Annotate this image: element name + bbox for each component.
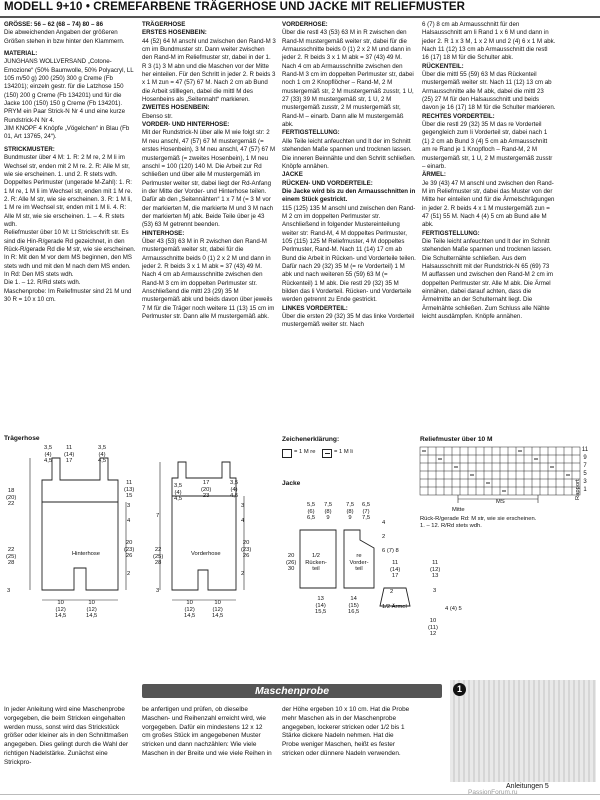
vorderhose-text: Über die restl 43 (53) 63 M in R zwischen den Rand-M mustergemäß weiter str, dabei für die Armausschnitte beids 0 (1) 2 x 2 M und dann in jeder 2. R beids 3 x 1 M abk = 37 (43) 49 M. Nach 4 cm ab Armausschnitte zwischen den Rand-M 3 cm im doppelten Perlmuster str, dabei noch 1 cm 2 Knopflöcher – Rand-M, 2 M mustergemäß str, 2 M mustergemäß zusstr, 1 U, 27 (33) 39 M mustergemäß str, 1 U, 2 M mustergemäß zusstr, 2 M mustergemäß str, Rand-M – einarb. Dann alle M mustergemäß abk. [282,29,414,129]
one-piece-note: Die Jacke wird bis zu den Armausschnitten in einem Stück gestrickt. [282,187,416,204]
vorderhose-label: Vorderhose [191,551,221,557]
relief-chart [418,445,596,515]
maschenprobe-text-3: der Höhe ergeben 10 x 10 cm. Hat die Probe mehr Maschen als in der Maschenprobe angegeben, lockerer stricken oder 1/2 bis 1 Stärke dickere Nadeln nehmen. Hat die Probe weniger Maschen, heißt es fester stricken oder dünnere Nadeln verwenden. [282,706,410,757]
swatch-badge: 1 [453,683,466,696]
maschenprobe-text-2: be anfertigen und prüfen, ob dieselbe Maschen- und Reihenzahl erreicht wird, wie vorgegeben. Dafür ein mindestens 12 x 12 cm großes Stück im angegebenen Muster stricken und dann nachzählen: Wie viele Maschen in der Breite und wie viele Reihen in [142,706,272,757]
maschenprobe-title: Maschenprobe [254,685,330,697]
vorderhose-heading: VORDERHOSE: [282,21,328,28]
needles-text: PRYM ein Paar Strick-N Nr 4 und eine kurze Rundstrick-N Nr 4. [4,108,126,124]
hinterhose-label: Hinterhose [72,551,101,557]
vorder-hinterhose-heading: VORDER- UND HINTERHOSE: [142,121,230,129]
column-3 [282,21,416,330]
linkes-vorderteil-heading: LINKES VORDERTEIL: [282,304,348,312]
rechtes-vorderteil-heading: RECHTES VORDERTEIL: [422,112,495,120]
rueckenteil-label: 1/2 Rücken-teil [305,553,327,573]
relief-note-1: Rück-R/gerade Rd: M str, wie sie erscheinen. [420,516,537,522]
rueckenteil-text: Über die mittl 55 (59) 63 M das Rückenteil mustergemäß weiter str. Nach 11 (12) 13 cm ab Armausschnitte alle M abk, dabei die mittl 23 (25) 27 M für den Halsausschnitt und beids davon je 16 (17) 18 M für die Schulter markieren. [422,71,556,112]
traegerhose-schematic [0,440,276,680]
legend-purl-label: = 1 M li [334,449,353,455]
aermel-text: Je 39 (43) 47 M anschl und zwischen den Rand-M im Reliefmuster str, dabei das Muster von der Mitte her einteilen und für die Ärmelschrägungen in jeder 2. R beids 4 x 1 M mustergemäß zun = 47 (51) 55 M. Nach 4 (4) 5 cm ab Bund alle M abk. [422,179,555,229]
rechtes-vorderteil-text: Über die restl 29 (32) 35 M das re Vorderteil gegengleich zum li Vorderteil str, dabei nach 1 (1) 2 cm ab Bund 3 (4) 5 cm ab Armausschnitt am re Rand je 1 Knopfloch – Rand-M, 2 M mustergemäß str, 1 U, 2 M mustergemäß zusstr – einarb. [422,121,553,170]
watermark: PassionForum.ru [468,789,518,796]
perl-text: Doppeltes Perlmuster (ungerade M-Zahl): 1. R: 1 M re, 1 M li im Wechsel str, enden mit 1 M re. 2. R: Alle M str, wie sie erscheinen. 3. R: 1 M li, 1 M re im Wechsel str, enden mit 1 M li. 4. R: Alle M str, wie sie erscheinen. 1. – 4. R stets wdh. [4,179,133,228]
relief-note-2: 1. – 12. R/Rd stets wdh. [420,523,482,529]
fertigstellung-text: Alle Teile leicht anfeuchten und lt der im Schnitt stehenden Maße spannen und trocknen lassen. Die inneren Beinnähte und den Schritt schließen. Knöpfe annähen. [282,137,416,170]
buttons-text: JIM KNOPF 4 Knöpfe „Vögelchen“ in Blau (Fb 01, Art 13765, 24“). [4,125,130,141]
column-4 [422,21,556,321]
erstes-hosenbein-heading: ERSTES HOSENBEIN: [142,29,207,37]
row-number-column: 11 9 7 5 3 1 [581,447,589,493]
mitte-label: Mitte [452,507,465,513]
hinterhose-heading: HINTERHOSE: [142,229,185,237]
column-2 [142,21,276,321]
column-1 [4,21,137,304]
aermel-heading: ÄRMEL: [422,171,446,179]
page-title: MODELL 9+10 • CREMEFARBENE TRÄGERHOSE UND JACKE MIT RELIEFMUSTER [4,1,465,13]
vorderteil-label: re Vorder-teil [349,553,369,573]
page-footer: Anleitungen 5 [506,783,549,790]
zweites-hosenbein-text: Ebenso str. [142,112,173,120]
erstes-hosenbein-text: 44 (52) 64 M anschl und zwischen den Rand-M 3 cm im Bundmuster str. Dann weiter zwischen den Rand-M im Reliefmuster str, dabei in der 1. R 3 (1) 3 M abn und die Maschen vor der Mitte her einteilen. Für den Schritt in jeder 2. R beids 3 x 1 M zun = 47 (57) 67 M. Nach 2 cm ab Bund die Arbeit stilllegen, dabei die mittl M des Hosenbeins als „Seitennaht“ markieren. [142,37,276,104]
fertigstellung-jacke-text: Die Teile leicht anfeuchten und lt der im Schnitt stehenden Maße spannen und trocknen lassen. Die Schulternähte schließen. Aus dem Halsausschnitt mit der Rundstrick-N 65 (69) 73 M auffassen und zwischen den Rand-M 2 cm im doppelten Perlmuster str. Alle M abk. Die Ärmel einnähen, dabei darauf achten, dass die Ärmelmitte an der Schulternaht liegt. Die Ärmelnähte schließen. Zum Schluss alle Nähte leicht ausdämpfen. Knöpfe annähen. [422,237,553,321]
rueckenteil-heading: RÜCKENTEIL: [422,62,464,70]
fertigstellung-jacke-heading: FERTIGSTELLUNG: [422,229,480,237]
linkes-vorderteil-cont-text: 6 (7) 8 cm ab Armausschnitt für den Halsausschnitt am li Rand 1 x 6 M und dann in jeder 2. R 1 x 3 M, 1 x 2 M und 2 (4) 6 x 1 M abk. Nach 11 (12) 13 cm ab Armausschnitt die restl 16 (17) 18 M für die Schulter abk. [422,21,556,62]
aermel-label: 1/2 Ärmel [382,604,407,610]
traegerhose-diagram-title: Trägerhose [4,435,40,442]
relief-chart-title: Reliefmuster über 10 M [420,436,493,443]
bund-text: Bundmuster über 4 M: 1. R: 2 M re, 2 M li im Wechsel str, enden mit 2 M re. 2. R: Alle M str, wie sie erscheinen. 1. und 2. R stets wdh. [4,154,130,178]
vorder-hinterhose-text: Mit der Rundstrick-N über alle M wie folgt str: 2 M neu anschl, 47 (57) 67 M mustergemäß (= erstes Hosenbein), 3 M neu anschl, 47 (57) 67 M mustergemäß (= zweites Hosenbein), 1 M neu anschl = 100 (120) 140 M. Die Arbeit zur Rd schließen und über alle M mustergemäß im Perlmuster weiter str, dabei liegt der Rd-Anfang in der Mitte der Vorder- und Hinterhose teilen. Dafür ab den „Seitennähten“ 1 x 7 M (= 3 M vor der markierten M, die markierte M und 3 M nach der markierten M) abk. Beide Teile über je 43 (53) 63 M getrennt beenden. [142,129,276,229]
swatch-photo [450,680,596,782]
jacke-diagram-title: Jacke [282,480,301,487]
hinterhose-text: Über 43 (53) 63 M in R zwischen den Rand-M mustergemäß weiter str, dabei für die Armausschnitte beids 0 (1) 2 x 2 M und dann in jeder 2. R beids 3 x 1 M abk = 37 (43) 49 M. Nach 4 cm ab Armausschnitte zwischen den Rand-M 3 cm im doppelten Perlmuster str. Anschließend die mittl 23 (29) 35 M mustergemäß abk und beids davon über jeweils 7 M für die Träger noch weitere 11 (13) 15 cm im Perlmuster str. Dann alle M mustergemäß abk. [142,237,275,321]
traegerhose-heading: TRÄGERHOSE [142,21,186,28]
size-text: Die abweichenden Angaben der größeren Größen stehen in bzw hinter den Klammern. [4,29,125,45]
linkes-vorderteil-text: Über die ersten 29 (32) 35 M das linke Vorderteil mustergemäß weiter str. Nach [282,313,415,329]
jacke-heading: JACKE [282,171,303,179]
fertigstellung-heading: FERTIGSTELLUNG: [282,129,340,137]
size-heading: GRÖSSE: 56 – 62 (68 – 74) 80 – 86 [4,21,103,28]
relief-notes [420,516,596,530]
legend-knit-symbol [282,449,292,458]
maschenprobe-banner [142,684,442,698]
ruecken-vorderteile-heading: RÜCKEN- UND VORDERTEILE: [282,179,373,187]
stitch-heading: STRICKMUSTER: [4,145,55,153]
legend-title: Zeichenerklärung: [282,436,340,443]
ruecken-vorderteile-text: 115 (125) 135 M anschl und zwischen den Rand-M 2 cm im doppelten Perlmuster str. Anschließend in folgender Mustereinteilung weiter str: Rand-M, 4 M doppeltes Perlmuster, 105 (115) 125 M Reliefmuster, 4 M doppeltes Perlmuster, Rand-M. Nach 11 (14) 17 cm ab Bund die Arbeit in Rücken- und Vorderteile teilen. Dafür nach 29 (32) 35 M (= re Vorderteil) 1 M abk und nach weiteren 55 (59) 63 M (= Rückenteil) 1 M abk. Die restl 29 (32) 35 M bilden das li Vorderteil. Rücken- und Vorderteile werden getrennt zu Ende gestrickt. [282,204,416,304]
relief-text: Reliefmuster über 10 M: Lt Strickschrift str. Es sind die Hin-R/gerade Rd gezeichnet, in den Rück-R/gerade Rd die M str, wie sie erscheinen. In R: Mit den M vor dem MS beginnen, den MS stets wdh und mit den M nach dem MS enden. In Rd: Den MS stets wdh. [4,229,136,278]
material-heading: MATERIAL: [4,50,38,58]
legend-knit-label: = 1 M re [294,449,316,455]
rapport-label: Rapport [575,479,581,500]
legend-purl-symbol [322,449,332,458]
hinterhose-outline [42,458,118,590]
gauge-text: Maschenprobe: Im Reliefmuster sind 21 M und 30 R = 10 x 10 cm. [4,287,132,303]
material-text: JUNGHANS WOLLVERSAND „Cotone-Emozione“ (50% Baumwolle, 50% Polyacryl, LL 105 m/50 g) 200 (250) 300 g Creme (Fb 134201); einzeln gestr. für die Latzhose 150 (150) 200 g Creme (Fb 134201) und für die Jacke 100 (150) 150 g Creme (Fb 134201). [4,58,134,108]
zweites-hosenbein-heading: ZWEITES HOSENBEIN: [142,104,210,112]
maschenprobe-text-1: In jeder Anleitung wird eine Maschenprobe vorgegeben, die beim Stricken eingehalten werden muss, sonst wird das Strickstück größer oder kleiner als in den Schnittmaßen angegeben. Dies gelingt durch die Wahl der richtigen Nadelstärke. Zunächst eine Strickpro- [4,706,129,766]
relief-text-2: Die 1. – 12. R/Rd stets wdh. [4,279,81,287]
ms-label: MS [496,499,505,505]
